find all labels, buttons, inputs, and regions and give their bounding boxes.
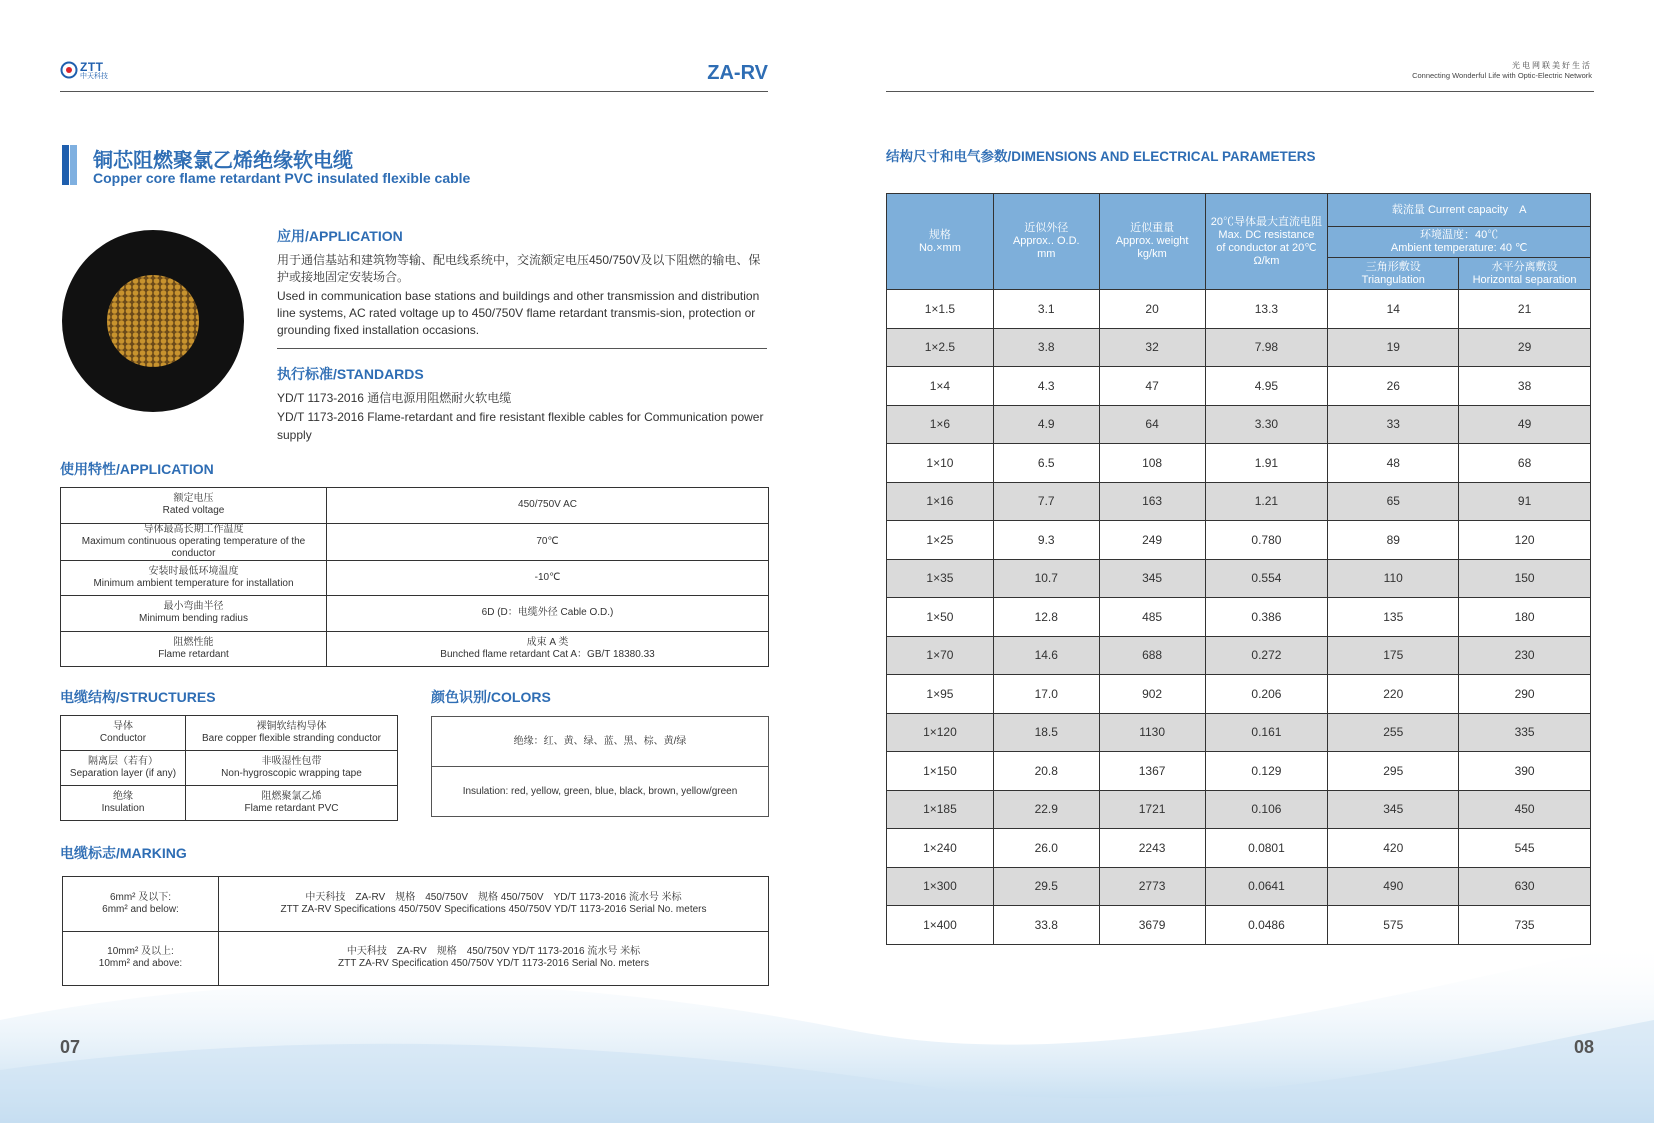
cell-resistance: 1.91 xyxy=(1205,444,1328,483)
standards-line-cn: YD/T 1173-2016 通信电源用阻燃耐火软电缆 xyxy=(277,391,512,405)
cell-spec: 1×240 xyxy=(887,829,994,868)
standards-section xyxy=(277,364,767,444)
col-header-weight: 近似重量 Approx. weight kg/km xyxy=(1099,194,1205,290)
table-row xyxy=(887,367,1591,406)
cell-resistance: 0.161 xyxy=(1205,713,1328,752)
cell-resistance: 0.554 xyxy=(1205,559,1328,598)
cell-horizontal: 735 xyxy=(1459,906,1591,945)
table-row xyxy=(887,405,1591,444)
col-header-resistance: 20℃导体最大直流电阻 Max. DC resistance of conductor at 20℃ Ω/km xyxy=(1205,194,1328,290)
cable-cross-section-image xyxy=(62,230,244,412)
cell-spec: 1×10 xyxy=(887,444,994,483)
cell-weight: 64 xyxy=(1099,405,1205,444)
structure-desc: 非吸湿性包带 Non-hygroscopic wrapping tape xyxy=(186,751,398,786)
characteristic-row xyxy=(61,488,769,524)
cell-spec: 1×1.5 xyxy=(887,290,994,329)
cell-triangulation: 420 xyxy=(1328,829,1459,868)
characteristic-row xyxy=(61,631,769,667)
structure-desc: 裸铜软结构导体 Bare copper flexible stranding conductor xyxy=(186,716,398,751)
table-row xyxy=(887,752,1591,791)
cell-od: 12.8 xyxy=(993,598,1099,637)
structure-part: 隔离层（若有） Separation layer (if any) xyxy=(61,751,186,786)
characteristic-value: 6D (D：电缆外径 Cable O.D.) xyxy=(327,596,769,632)
cell-horizontal: 390 xyxy=(1459,752,1591,791)
cell-od: 7.7 xyxy=(993,482,1099,521)
cell-weight: 902 xyxy=(1099,675,1205,714)
structures-table xyxy=(60,715,398,821)
structure-desc: 阻燃聚氯乙烯 Flame retardant PVC xyxy=(186,786,398,821)
cell-resistance: 0.129 xyxy=(1205,752,1328,791)
cell-spec: 1×25 xyxy=(887,521,994,560)
cell-resistance: 3.30 xyxy=(1205,405,1328,444)
standards-heading: 执行标准/STANDARDS xyxy=(277,366,424,382)
cell-horizontal: 91 xyxy=(1459,482,1591,521)
logo-subtext: 中天科技 xyxy=(80,72,108,80)
table-row xyxy=(887,675,1591,714)
col-header-ambient: 环境温度：40℃ Ambient temperature: 40 ℃ xyxy=(1328,227,1591,258)
structure-part: 导体 Conductor xyxy=(61,716,186,751)
cell-od: 9.3 xyxy=(993,521,1099,560)
cell-horizontal: 120 xyxy=(1459,521,1591,560)
cell-od: 4.3 xyxy=(993,367,1099,406)
cell-horizontal: 21 xyxy=(1459,290,1591,329)
ztt-logo xyxy=(60,58,120,82)
marking-size: 6mm² 及以下: 6mm² and below: xyxy=(63,877,219,932)
cell-horizontal: 68 xyxy=(1459,444,1591,483)
cell-triangulation: 220 xyxy=(1328,675,1459,714)
cell-horizontal: 335 xyxy=(1459,713,1591,752)
cell-horizontal: 630 xyxy=(1459,867,1591,906)
marking-row xyxy=(63,877,769,932)
cell-triangulation: 135 xyxy=(1328,598,1459,637)
colors-line-cn: 绝缘：红、黄、绿、蓝、黑、棕、黄/绿 xyxy=(432,717,769,767)
cell-od: 3.1 xyxy=(993,290,1099,329)
application-heading: 应用/APPLICATION xyxy=(277,228,403,244)
table-row xyxy=(887,444,1591,483)
cell-resistance: 7.98 xyxy=(1205,328,1328,367)
cell-od: 10.7 xyxy=(993,559,1099,598)
dimensions-table xyxy=(886,193,1591,945)
characteristic-label: 额定电压 Rated voltage xyxy=(61,488,327,524)
cell-spec: 1×70 xyxy=(887,636,994,675)
standards-line-en: YD/T 1173-2016 Flame-retardant and fire resistant flexible cables for Communication power supply xyxy=(277,410,764,442)
table-row xyxy=(887,482,1591,521)
cell-horizontal: 49 xyxy=(1459,405,1591,444)
table-row xyxy=(887,521,1591,560)
characteristic-value: 70℃ xyxy=(327,523,769,560)
colors-heading: 颜色识别/COLORS xyxy=(431,689,551,705)
cell-triangulation: 89 xyxy=(1328,521,1459,560)
application-section xyxy=(277,226,767,339)
section-divider xyxy=(277,348,767,349)
cell-spec: 1×4 xyxy=(887,367,994,406)
cell-triangulation: 575 xyxy=(1328,906,1459,945)
characteristic-label: 阻燃性能 Flame retardant xyxy=(61,631,327,667)
cell-spec: 1×35 xyxy=(887,559,994,598)
cell-spec: 1×2.5 xyxy=(887,328,994,367)
col-header-capacity: 载流量 Current capacity A xyxy=(1328,194,1591,227)
cell-resistance: 13.3 xyxy=(1205,290,1328,329)
cell-weight: 47 xyxy=(1099,367,1205,406)
structures-heading: 电缆结构/STRUCTURES xyxy=(60,689,216,705)
cell-spec: 1×185 xyxy=(887,790,994,829)
cell-horizontal: 29 xyxy=(1459,328,1591,367)
table-row xyxy=(887,328,1591,367)
cell-resistance: 4.95 xyxy=(1205,367,1328,406)
cell-od: 33.8 xyxy=(993,906,1099,945)
page-number-right: 08 xyxy=(1573,1037,1594,1057)
col-header-spec: 规格 No.×mm xyxy=(887,194,994,290)
cell-weight: 108 xyxy=(1099,444,1205,483)
cell-resistance: 0.272 xyxy=(1205,636,1328,675)
characteristic-value: 450/750V AC xyxy=(327,488,769,524)
ztt-logo-icon xyxy=(60,61,78,79)
cell-resistance: 0.0486 xyxy=(1205,906,1328,945)
cell-od: 3.8 xyxy=(993,328,1099,367)
cell-weight: 1367 xyxy=(1099,752,1205,791)
cell-od: 18.5 xyxy=(993,713,1099,752)
cell-horizontal: 290 xyxy=(1459,675,1591,714)
characteristic-value: -10℃ xyxy=(327,560,769,596)
marking-heading: 电缆标志/MARKING xyxy=(60,845,187,861)
marking-row xyxy=(63,931,769,986)
cell-weight: 2243 xyxy=(1099,829,1205,868)
col-header-triangulation: 三角形敷设 Triangulation xyxy=(1328,258,1459,290)
characteristic-value: 成束 A 类 Bunched flame retardant Cat A：GB/T 18380.33 xyxy=(327,631,769,667)
cell-horizontal: 450 xyxy=(1459,790,1591,829)
cell-weight: 345 xyxy=(1099,559,1205,598)
cell-triangulation: 14 xyxy=(1328,290,1459,329)
cell-spec: 1×300 xyxy=(887,867,994,906)
cell-resistance: 0.0801 xyxy=(1205,829,1328,868)
cell-weight: 485 xyxy=(1099,598,1205,637)
table-row xyxy=(887,636,1591,675)
page-title-cn: 铜芯阻燃聚氯乙烯绝缘软电缆 xyxy=(93,150,353,172)
col-header-horizontal: 水平分离敷设 Horizontal separation xyxy=(1459,258,1591,290)
header-rule-left xyxy=(60,91,768,92)
cell-triangulation: 19 xyxy=(1328,328,1459,367)
logo-text: ZTT xyxy=(80,59,104,74)
cell-horizontal: 180 xyxy=(1459,598,1591,637)
cell-od: 14.6 xyxy=(993,636,1099,675)
cell-spec: 1×150 xyxy=(887,752,994,791)
cell-horizontal: 150 xyxy=(1459,559,1591,598)
cell-resistance: 0.386 xyxy=(1205,598,1328,637)
characteristic-row xyxy=(61,560,769,596)
table-row xyxy=(887,829,1591,868)
characteristic-label: 安装时最低环境温度 Minimum ambient temperature for installation xyxy=(61,560,327,596)
cell-triangulation: 295 xyxy=(1328,752,1459,791)
table-row xyxy=(887,559,1591,598)
cell-horizontal: 230 xyxy=(1459,636,1591,675)
cell-triangulation: 33 xyxy=(1328,405,1459,444)
structure-row xyxy=(61,786,398,821)
cell-triangulation: 175 xyxy=(1328,636,1459,675)
cell-spec: 1×50 xyxy=(887,598,994,637)
slogan-cn: 光电网联美好生活 xyxy=(1512,61,1592,70)
marking-size: 10mm² 及以上: 10mm² and above: xyxy=(63,931,219,986)
cell-weight: 32 xyxy=(1099,328,1205,367)
cell-resistance: 0.0641 xyxy=(1205,867,1328,906)
table-row xyxy=(887,867,1591,906)
dimensions-heading: 结构尺寸和电气参数/DIMENSIONS AND ELECTRICAL PARAMETERS xyxy=(886,149,1316,164)
marking-text: 中天科技 ZA-RV 规格 450/750V 规格 450/750V YD/T 1173-2016 流水号 米标 ZTT ZA-RV Specifications 450/750V Specifications 450/750V YD/T 1173-2016 Serial No. meters xyxy=(219,877,769,932)
cell-triangulation: 26 xyxy=(1328,367,1459,406)
page-number-left: 07 xyxy=(60,1037,81,1057)
marking-table xyxy=(62,876,769,986)
cell-resistance: 0.206 xyxy=(1205,675,1328,714)
cell-spec: 1×16 xyxy=(887,482,994,521)
cell-triangulation: 345 xyxy=(1328,790,1459,829)
cell-triangulation: 65 xyxy=(1328,482,1459,521)
cell-spec: 1×6 xyxy=(887,405,994,444)
characteristic-row xyxy=(61,596,769,632)
table-row xyxy=(887,713,1591,752)
cell-od: 22.9 xyxy=(993,790,1099,829)
cell-od: 4.9 xyxy=(993,405,1099,444)
table-row xyxy=(887,598,1591,637)
marking-text: 中天科技 ZA-RV 规格 450/750V YD/T 1173-2016 流水号 米标 ZTT ZA-RV Specification 450/750V YD/T 1173-2016 Serial No. meters xyxy=(219,931,769,986)
structure-row xyxy=(61,751,398,786)
cell-resistance: 0.106 xyxy=(1205,790,1328,829)
cell-triangulation: 110 xyxy=(1328,559,1459,598)
cell-weight: 163 xyxy=(1099,482,1205,521)
table-row xyxy=(887,290,1591,329)
cell-od: 29.5 xyxy=(993,867,1099,906)
cell-weight: 3679 xyxy=(1099,906,1205,945)
cell-triangulation: 255 xyxy=(1328,713,1459,752)
page-title-en: Copper core flame retardant PVC insulated flexible cable xyxy=(93,170,471,186)
product-code: ZA-RV xyxy=(707,62,768,84)
cell-horizontal: 38 xyxy=(1459,367,1591,406)
cell-triangulation: 490 xyxy=(1328,867,1459,906)
cell-resistance: 1.21 xyxy=(1205,482,1328,521)
cell-resistance: 0.780 xyxy=(1205,521,1328,560)
cell-od: 20.8 xyxy=(993,752,1099,791)
structure-part: 绝缘 Insulation xyxy=(61,786,186,821)
cell-weight: 1721 xyxy=(1099,790,1205,829)
characteristics-table xyxy=(60,487,769,667)
application-text-cn: 用于通信基站和建筑物等输、配电线系统中，交流额定电压450/750V及以下阻燃的输电、保护或接地固定安装场合。 xyxy=(277,253,761,284)
title-accent-bar xyxy=(62,145,78,185)
cell-weight: 1130 xyxy=(1099,713,1205,752)
colors-line-en: Insulation: red, yellow, green, blue, black, brown, yellow/green xyxy=(432,767,769,817)
characteristic-row xyxy=(61,523,769,560)
cell-weight: 2773 xyxy=(1099,867,1205,906)
cell-weight: 20 xyxy=(1099,290,1205,329)
characteristic-label: 导体最高长期工作温度 Maximum continuous operating temperature of the conductor xyxy=(61,523,327,560)
cell-spec: 1×95 xyxy=(887,675,994,714)
cell-weight: 249 xyxy=(1099,521,1205,560)
application-text-en: Used in communication base stations and buildings and other transmission and distribution line systems, AC rated voltage up to 450/750V flame retardant transmis-sion, protection or grounding fixed installation occasions. xyxy=(277,289,760,337)
cell-spec: 1×400 xyxy=(887,906,994,945)
cell-od: 6.5 xyxy=(993,444,1099,483)
cell-weight: 688 xyxy=(1099,636,1205,675)
col-header-od: 近似外径 Approx.. O.D. mm xyxy=(993,194,1099,290)
structure-row xyxy=(61,716,398,751)
cell-od: 26.0 xyxy=(993,829,1099,868)
slogan xyxy=(1412,60,1592,81)
cell-spec: 1×120 xyxy=(887,713,994,752)
slogan-en: Connecting Wonderful Life with Optic-Electric Network xyxy=(1412,71,1592,80)
cell-horizontal: 545 xyxy=(1459,829,1591,868)
table-row xyxy=(887,906,1591,945)
cell-triangulation: 48 xyxy=(1328,444,1459,483)
characteristic-label: 最小弯曲半径 Minimum bending radius xyxy=(61,596,327,632)
cell-od: 17.0 xyxy=(993,675,1099,714)
characteristics-heading: 使用特性/APPLICATION xyxy=(60,461,214,477)
table-row xyxy=(887,790,1591,829)
header-rule-right xyxy=(886,91,1594,92)
colors-table xyxy=(431,716,769,817)
